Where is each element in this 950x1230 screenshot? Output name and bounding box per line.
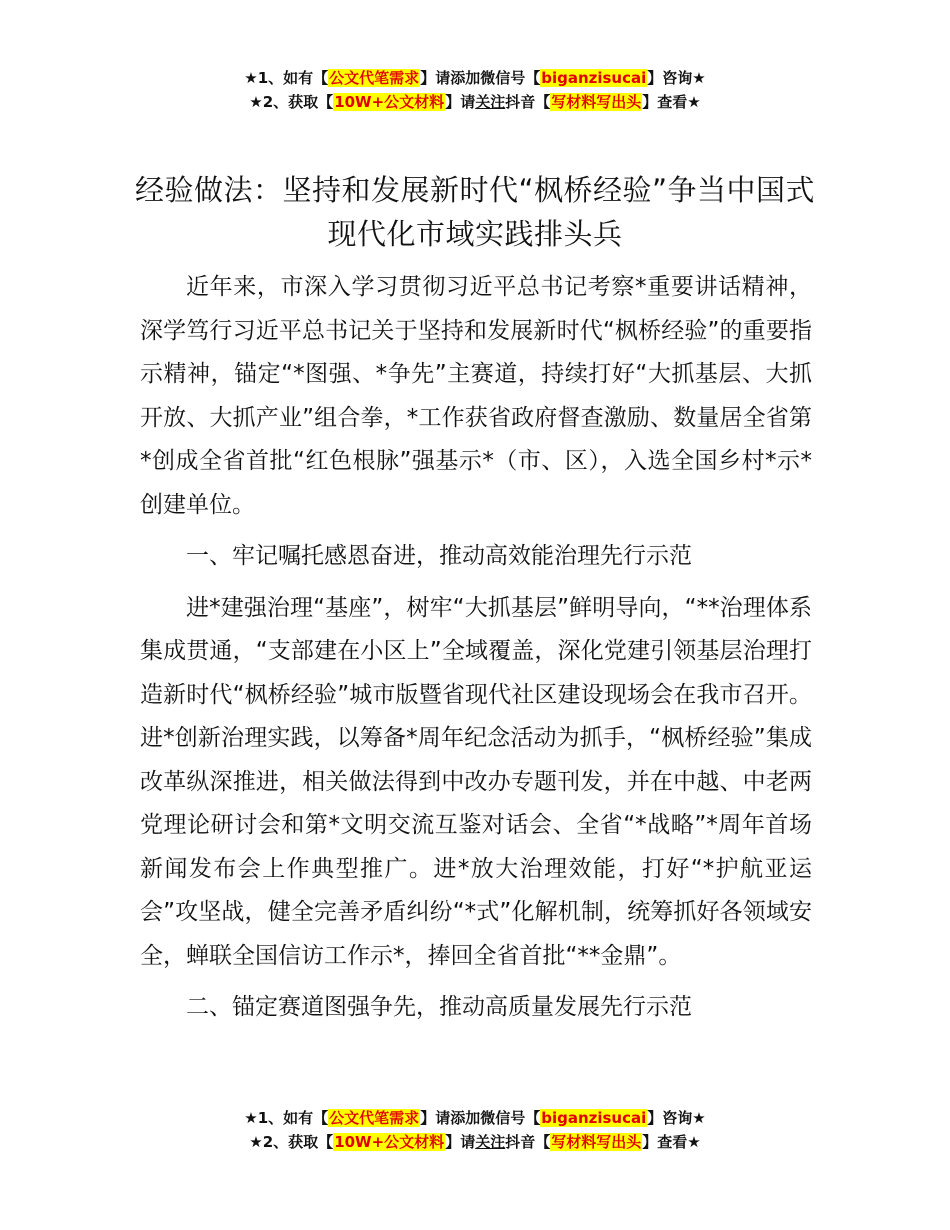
banner-text: 】请添加微信号【 [420,69,541,87]
banner-text: 】请 [445,1133,476,1151]
banner-highlight: biganzisucai [541,69,647,87]
section-heading-2: 二、锚定赛道图强争先，推动高质量发展先行示范 [186,994,692,1020]
paragraph-intro: 近年来，市深入学习贯彻习近平总书记考察*重要讲话精神，深学笃行习近平总书记关于坚持和发展新时代“枫桥经验”的重要指示精神，锚定“*图强、*争先”主赛道，持续打好“大抓基层、大抓开放、大抓产业”组合拳，*工作获省政府督查激励、数量居全省第*创成全省首批“红色根脉”强基示*（市、区），入选全国乡村*示*创建单位。 [140,274,812,518]
banner-text: 】咨询★ [647,1109,706,1127]
banner-text: ★2、获取【 [249,1133,334,1151]
banner-line-1 [0,66,950,90]
banner-line-2 [0,90,950,114]
banner-text: ★1、如有【 [244,69,329,87]
banner-text: ★2、获取【 [249,93,334,111]
banner-highlight: 公文代笔需求 [329,1109,420,1127]
banner-text: 抖音【 [505,93,551,111]
banner-line-1 [0,1106,950,1130]
banner-highlight: 10W+公文材料 [334,1133,445,1151]
banner-text: 抖音【 [505,1133,551,1151]
footer-banner [0,1106,950,1154]
header-banner [0,66,950,114]
document-body [140,266,812,1038]
banner-text: 】咨询★ [647,69,706,87]
banner-underline: 关注 [475,93,506,111]
banner-highlight: biganzisucai [541,1109,647,1127]
banner-highlight: 写材料写出头 [551,1133,642,1151]
banner-highlight: 写材料写出头 [551,93,642,111]
section-heading-1: 一、牢记嘱托感恩奋进，推动高效能治理先行示范 [186,543,692,569]
banner-underline: 关注 [475,1133,506,1151]
banner-highlight: 10W+公文材料 [334,93,445,111]
document-title: 经验做法：坚持和发展新时代“枫桥经验”争当中国式现代化市域实践排头兵 [134,173,816,251]
banner-text: ★1、如有【 [244,1109,329,1127]
banner-highlight: 公文代笔需求 [329,69,420,87]
banner-text: 】请 [445,93,476,111]
paragraph-section-1: 进*建强治理“基座”，树牢“大抓基层”鲜明导向，“**治理体系集成贯通，“支部建在小区上”全域覆盖，深化党建引领基层治理打造新时代“枫桥经验”城市版暨省现代社区建设现场会在我市召开。进*创新治理实践，以筹备*周年纪念活动为抓手，“枫桥经验”集成改革纵深推进，相关做法得到中改办专题刊发，并在中越、中老两党理论研讨会和第*文明交流互鉴对话会、全省“*战略”*周年首场新闻发布会上作典型推广。进*放大治理效能，打好“*护航亚运会”攻坚战，健全完善矛盾纠纷“*式”化解机制，统筹抓好各领域安全，蝉联全国信访工作示*，捧回全省首批“**金鼎”。 [140,594,812,969]
banner-line-2 [0,1130,950,1154]
banner-text: 】查看★ [642,93,701,111]
banner-text: 】请添加微信号【 [420,1109,541,1127]
banner-text: 】查看★ [642,1133,701,1151]
